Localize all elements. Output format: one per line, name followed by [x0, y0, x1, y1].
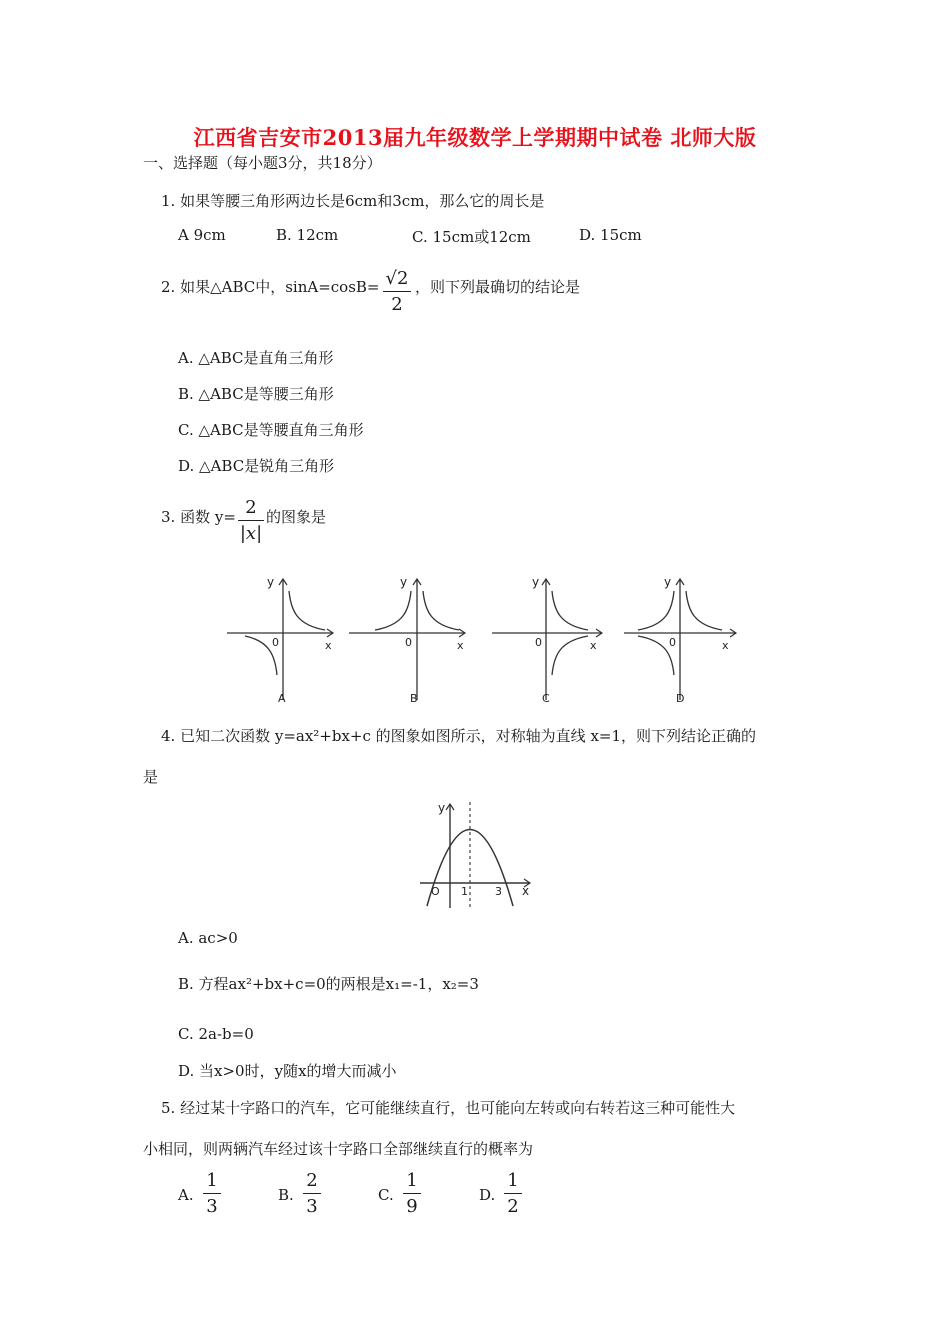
graph-a-caption: A: [278, 692, 286, 705]
q5-option-b-fraction: [303, 1170, 321, 1217]
q2-option-d: D. △ABC是锐角三角形: [178, 457, 335, 475]
q3-fraction: [238, 497, 264, 544]
q5-option-d-fraction: [504, 1170, 522, 1217]
q2-option-a: A. △ABC是直角三角形: [178, 349, 334, 367]
q2-option-b: B. △ABC是等腰三角形: [178, 385, 334, 403]
q5-option-a-num: 1: [206, 1170, 218, 1191]
q1-option-d: D. 15cm: [579, 226, 642, 244]
q5-option-b-letter: B.: [278, 1186, 294, 1204]
question-2-stem-end: ，则下列最确切的结论是: [415, 278, 581, 296]
q2-option-c: C. △ABC是等腰直角三角形: [178, 421, 364, 439]
q5-option-b-den: 3: [306, 1196, 318, 1217]
graph-c-origin: 0: [535, 636, 542, 649]
q5-option-b-num: 2: [306, 1170, 318, 1191]
q5-option-d-letter: D.: [479, 1186, 496, 1204]
graph-c-x-label: x: [590, 639, 597, 652]
q5-option-d-num: 1: [507, 1170, 519, 1191]
q4-y-label: y: [438, 801, 446, 815]
q3-fraction-numerator: 2: [245, 497, 257, 518]
q3-graph-d: [622, 575, 742, 705]
q3-graph-c: [490, 575, 608, 705]
q1-option-a: A 9cm: [178, 226, 226, 244]
q2-fraction-numerator: √2: [385, 268, 409, 289]
graph-c-y-label: y: [532, 575, 540, 589]
q4-x-label: x: [522, 884, 530, 898]
q5-option-c-den: 9: [406, 1196, 418, 1217]
graph-b-origin: 0: [405, 636, 412, 649]
q5-option-a-fraction: [203, 1170, 221, 1217]
graph-a-origin: 0: [272, 636, 279, 649]
section-heading: 一、选择题（每小题3分，共18分）: [143, 154, 382, 172]
graph-d-x-label: x: [722, 639, 729, 652]
graph-a-x-label: x: [325, 639, 332, 652]
graph-a-y-label: y: [267, 575, 275, 589]
question-4-stem: 4. 已知二次函数 y=ax²+bx+c 的图象如图所示，对称轴为直线 x=1，则下列结论正确的: [161, 727, 757, 745]
q1-option-b: B. 12cm: [276, 226, 339, 244]
question-5-stem-cont: 小相同，则两辆汽车经过该十字路口全部继续直行的概率为: [143, 1140, 534, 1158]
question-3-stem-end: 的图象是: [266, 508, 327, 526]
question-3-stem: 3. 函数 y=: [161, 508, 236, 526]
q5-option-c-letter: C.: [378, 1186, 394, 1204]
q4-option-b: B. 方程ax²+bx+c=0的两根是x₁=-1，x₂=3: [178, 975, 479, 993]
question-4-stem-cont: 是: [143, 768, 159, 786]
q4-tick-1: 1: [461, 885, 468, 898]
graph-d-caption: D: [676, 692, 685, 705]
question-5-stem: 5. 经过某十字路口的汽车，它可能继续直行，也可能向左转或向右转若这三种可能性大: [161, 1099, 736, 1117]
q5-option-a-den: 3: [206, 1196, 218, 1217]
graph-c-caption: C: [542, 692, 550, 705]
q4-origin-label: O: [431, 885, 440, 898]
question-1-stem: 1. 如果等腰三角形两边长是6cm和3cm，那么它的周长是: [161, 192, 545, 210]
q3-fraction-denominator: |x|: [239, 523, 263, 544]
q3-graph-b: [345, 575, 470, 705]
graph-b-y-label: y: [400, 575, 408, 589]
q5-option-a-letter: A.: [178, 1186, 194, 1204]
question-2-stem: 2. 如果△ABC中，sinA=cosB=: [161, 278, 380, 296]
q5-option-c-num: 1: [406, 1170, 418, 1191]
graph-d-y-label: y: [664, 575, 672, 589]
q5-option-d-den: 2: [507, 1196, 519, 1217]
q4-tick-3: 3: [495, 885, 502, 898]
q3-graph-a: [225, 575, 340, 705]
q4-option-a: A. ac>0: [178, 929, 238, 947]
q1-option-c: C. 15cm或12cm: [412, 228, 531, 246]
q4-option-d: D. 当x>0时，y随x的增大而减小: [178, 1062, 397, 1080]
document-title: 江西省吉安市2013届九年级数学上学期期中试卷 北师大版: [193, 125, 757, 150]
q4-parabola-figure: [418, 798, 538, 910]
graph-b-caption: B: [410, 692, 418, 705]
q4-option-c: C. 2a-b=0: [178, 1025, 254, 1043]
graph-d-origin: 0: [669, 636, 676, 649]
q2-fraction: [383, 268, 411, 315]
q5-option-c-fraction: [403, 1170, 421, 1217]
graph-b-x-label: x: [457, 639, 464, 652]
q2-fraction-denominator: 2: [391, 294, 403, 315]
